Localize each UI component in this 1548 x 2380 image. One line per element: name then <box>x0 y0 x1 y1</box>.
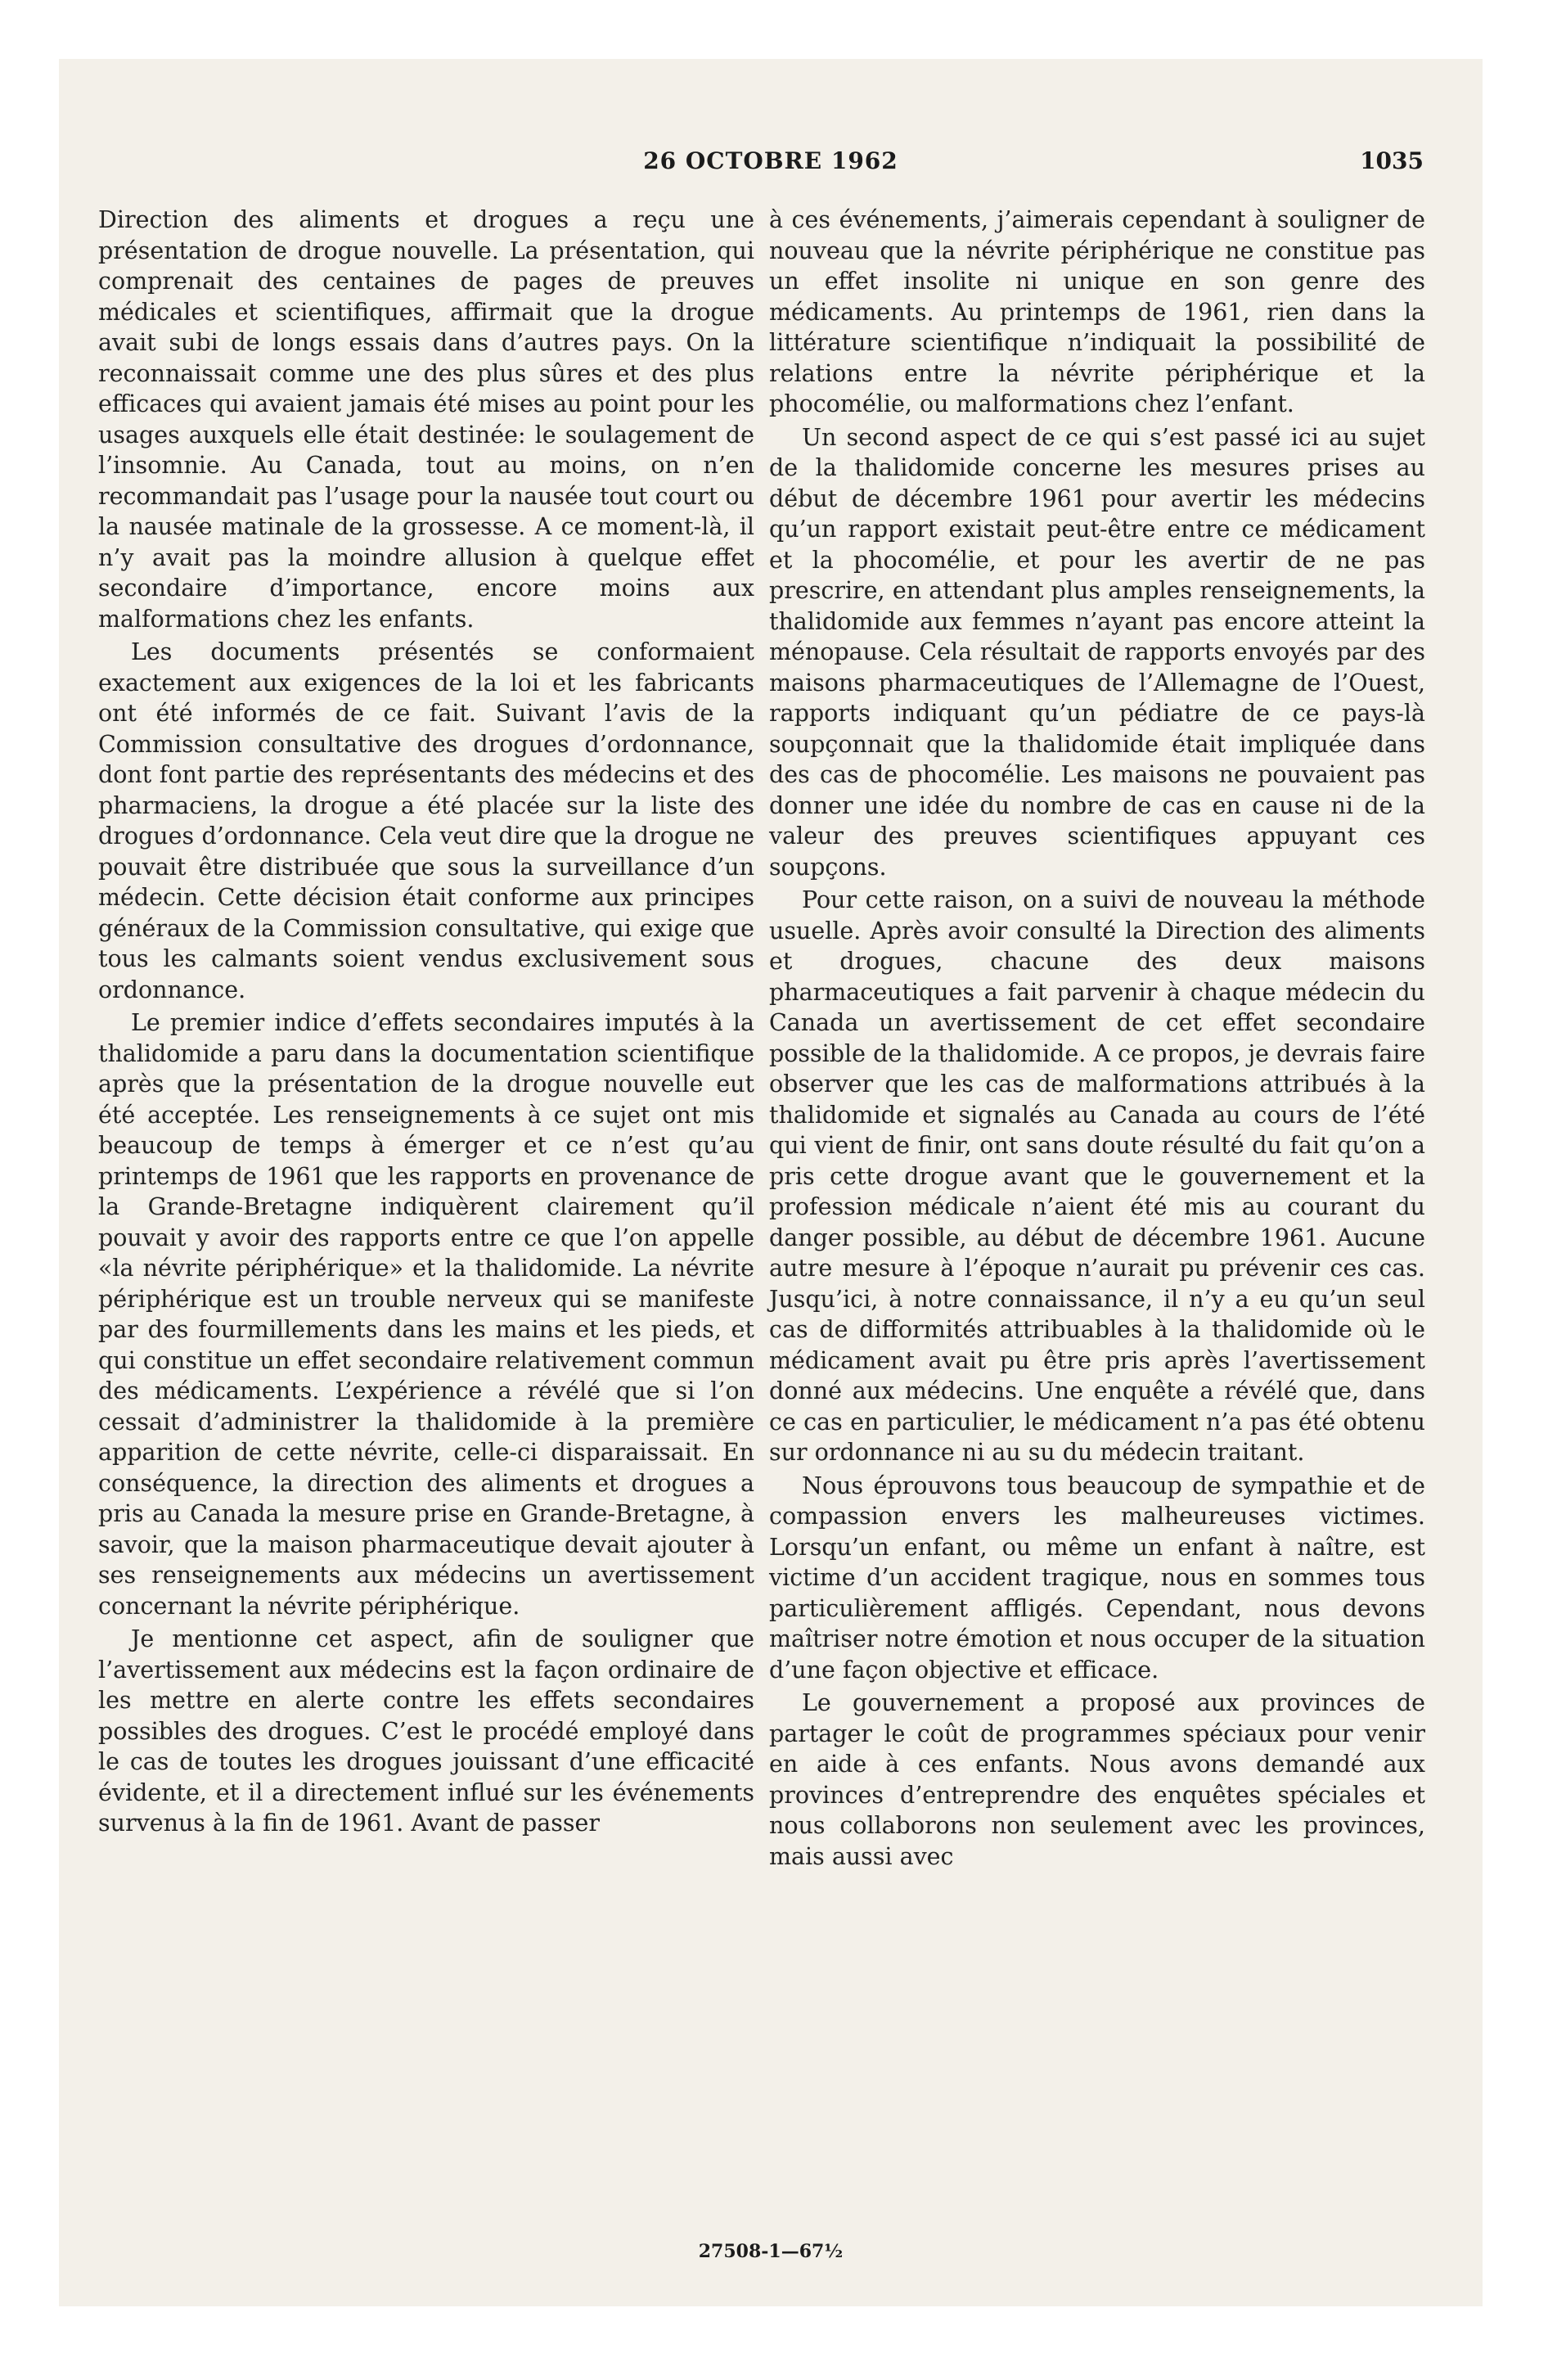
paragraph: à ces événements, j’aimerais cependant à souligner de nouveau que la névrite périphérique ne constitue pas un effet insolite ni unique en son genre des médicaments. Au printemps de 1961, rien dans la littérature scientifique n’indiquait la possibilité de relations entre la névrite périphérique et la phocomélie, ou malformations chez l’enfant. <box>769 206 1425 417</box>
paragraph: Un second aspect de ce qui s’est passé ici au sujet de la thalidomide concerne les mesures prises au début de décembre 1961 pour avertir les médecins qu’un rapport existait peut-être entre ce médicament et la phocomélie, et pour les avertir de ne pas prescrire, en attendant plus amples renseignements, la thalidomide aux femmes n’ayant pas encore atteint la ménopause. Cela résultait de rapports envoyés par des maisons pharmaceutiques de l’Allemagne de l’Ouest, rapports indiquant qu’un pédiatre de ce pays-là soupçonnait que la thalidomide était impliquée dans des cas de phocomélie. Les maisons ne pouvaient pas donner une idée du nombre de cas en cause ni de la valeur des preuves scientifiques appuyant ces soupçons. <box>769 423 1425 881</box>
paragraph: Le premier indice d’effets secondaires imputés à la thalidomide a paru dans la documentation scientifique après que la présentation de la drogue nouvelle eut été acceptée. Les renseignements à ce sujet ont mis beaucoup de temps à émerger et ce n’est qu’au printemps de 1961 que les rapports en provenance de la Grande-Bretagne indiquèrent clairement qu’il pouvait y avoir des rapports entre ce que l’on appelle «la névrite périphérique» et la thalidomide. La névrite périphérique est un trouble nerveux qui se manifeste par des fourmillements dans les mains et les pieds, et qui constitue un effet secondaire relativement commun des médicaments. L’expérience a révélé que si l’on cessait d’administrer la thalidomide à la première apparition de cette névrite, celle-ci disparaissait. En conséquence, la direction des aliments et drogues a pris au Canada la mesure prise en Grande-Bretagne, à savoir, que la maison pharmaceutique devait ajouter à ses renseignements aux médecins un avertissement concernant la névrite périphérique. <box>98 1009 754 1620</box>
printer-signature: 27508-1—67½ <box>698 2241 844 2262</box>
page-number: 1035 <box>1360 147 1424 174</box>
page-sheet <box>59 59 1483 2306</box>
page-header <box>59 147 1483 190</box>
paragraph: Le gouvernement a proposé aux provinces de partager le coût de programmes spéciaux pour venir en aide à ces enfants. Nous avons demandé aux provinces d’entreprendre des enquêtes spéciales et nous collaborons non seulement avec les provinces, mais aussi avec <box>769 1689 1425 1870</box>
paragraph: Je mentionne cet aspect, afin de souligner que l’avertissement aux médecins est la façon ordinaire de les mettre en alerte contre les effets secondaires possibles des drogues. C’est le procédé employé dans le cas de toutes les drogues jouissant d’une efficacité évidente, et il a directement influé sur les événements survenus à la fin de 1961. Avant de passer <box>98 1625 754 1837</box>
paragraph: Nous éprouvons tous beaucoup de sympathie et de compassion envers les malheureuses victimes. Lorsqu’un enfant, ou même un enfant à naître, est victime d’un accident tragique, nous en sommes tous particulièrement affligés. Cependant, nous devons maîtriser notre émotion et nous occuper de la situation d’une façon objective et efficace. <box>769 1472 1425 1684</box>
paragraph: Les documents présentés se conformaient exactement aux exigences de la loi et les fabricants ont été informés de ce fait. Suivant l’avis de la Commission consultative des drogues d’ordonnance, dont font partie des représentants des médecins et des pharmaciens, la drogue a été placée sur la liste des drogues d’ordonnance. Cela veut dire que la drogue ne pouvait être distribuée que sous la surveillance d’un médecin. Cette décision était conforme aux principes généraux de la Commission consultative, qui exige que tous les calmants soient vendus exclusivement sous ordonnance. <box>98 638 754 1003</box>
header-date: 26 OCTOBRE 1962 <box>643 147 898 174</box>
left-column <box>98 205 754 1841</box>
right-column <box>769 205 1425 1874</box>
paragraph: Direction des aliments et drogues a reçu une présentation de drogue nouvelle. La présentation, qui comprenait des centaines de pages de preuves médicales et scientifiques, affirmait que la drogue avait subi de longs essais dans d’autres pays. On la reconnaissait comme une des plus sûres et des plus efficaces qui avaient jamais été mises au point pour les usages auxquels elle était destinée: le soulagement de l’insomnie. Au Canada, tout au moins, on n’en recommandait pas l’usage pour la nausée tout court ou la nausée matinale de la grossesse. A ce moment-là, il n’y avait pas la moindre allusion à quelque effet secondaire d’importance, encore moins aux malformations chez les enfants. <box>98 206 754 633</box>
paragraph: Pour cette raison, on a suivi de nouveau la méthode usuelle. Après avoir consulté la Direction des aliments et drogues, chacune des deux maisons pharmaceutiques a fait parvenir à chaque médecin du Canada un avertissement de cet effet secondaire possible de la thalidomide. A ce propos, je devrais faire observer que les cas de malformations attribués à la thalidomide et signalés au Canada au cours de l’été qui vient de finir, ont sans doute résulté du fait qu’on a pris cette drogue avant que le gouvernement et la profession médicale n’aient été mis au courant du danger possible, au début de décembre 1961. Aucune autre mesure à l’époque n’aurait pu prévenir ces cas. Jusqu’ici, à notre connaissance, il n’y a eu qu’un seul cas de difformités attribuables à la thalidomide où le médicament avait pu être pris après l’avertissement donné aux médecins. Une enquête a révélé que, dans ce cas en particulier, le médicament n’a pas été obtenu sur ordonnance ni au su du médecin traitant. <box>769 886 1425 1466</box>
